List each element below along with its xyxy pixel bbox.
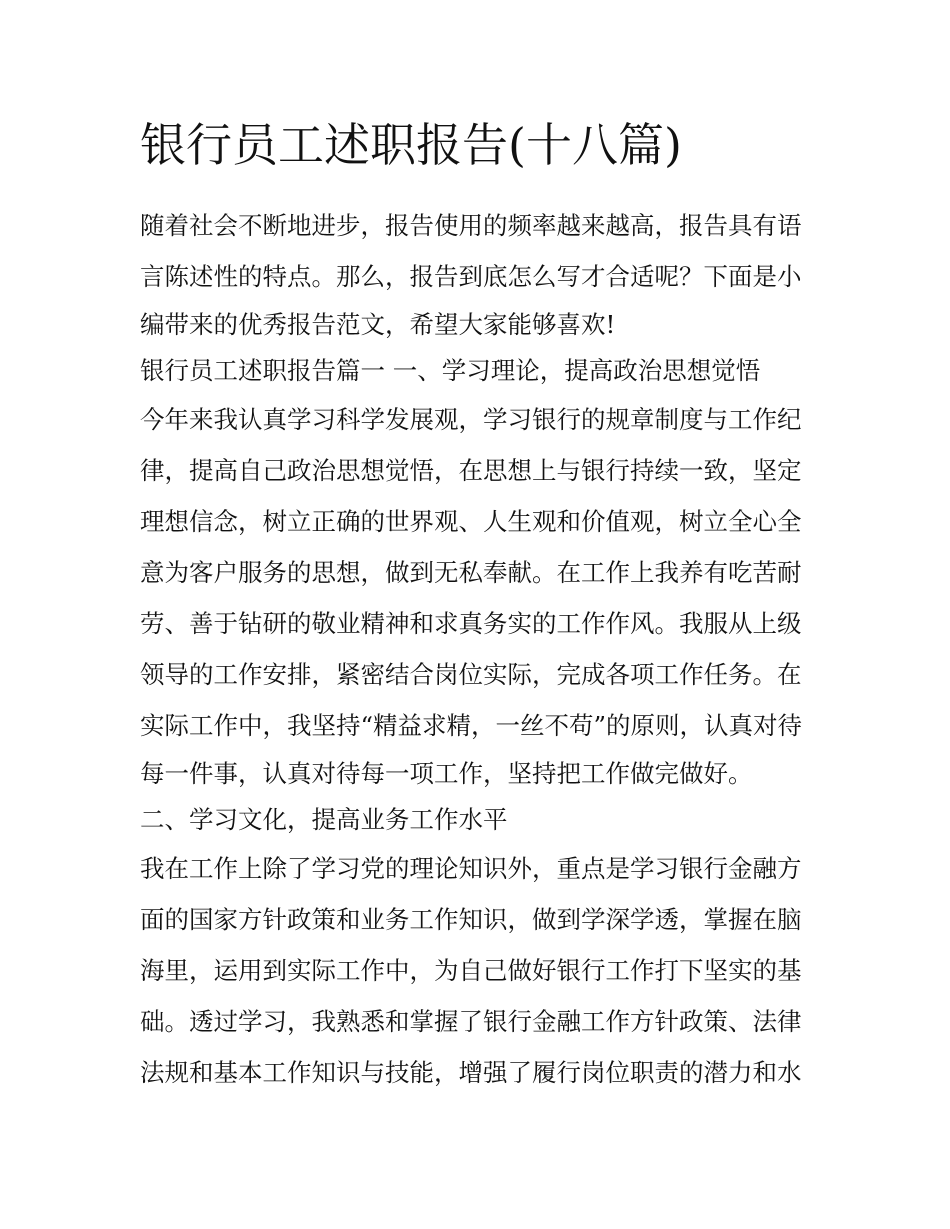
text-line: 海里，运用到实际工作中，为自己做好银行工作打下坚实的基 bbox=[140, 956, 802, 985]
text-line: 我在工作上除了学习党的理论知识外，重点是学习银行金融方 bbox=[140, 854, 802, 883]
text-line: 每一件事，认真对待每一项工作，坚持把工作做完做好。 bbox=[140, 759, 753, 788]
text-line: 实际工作中，我坚持“精益求精，一丝不苟”的原则，认真对待 bbox=[140, 711, 803, 740]
text-line: 面的国家方针政策和业务工作知识，做到学深学透，掌握在脑 bbox=[140, 905, 802, 934]
text-line: 言陈述性的特点。那么，报告到底怎么写才合适呢？下面是小 bbox=[140, 262, 802, 291]
text-line: 今年来我认真学习科学发展观，学习银行的规章制度与工作纪 bbox=[140, 405, 802, 434]
text-line: 劳、善于钻研的敬业精神和求真务实的工作作风。我服从上级 bbox=[140, 609, 802, 638]
text-line: 理想信念，树立正确的世界观、人生观和价值观，树立全心全 bbox=[140, 507, 802, 536]
text-line: 随着社会不断地进步，报告使用的频率越来越高，报告具有语 bbox=[140, 211, 802, 240]
text-line: 础。透过学习，我熟悉和掌握了银行金融工作方针政策、法律 bbox=[140, 1007, 802, 1036]
document-title: 银行员工述职报告(十八篇) bbox=[140, 118, 682, 172]
text-line: 法规和基本工作知识与技能，增强了履行岗位职责的潜力和水 bbox=[140, 1058, 802, 1087]
section-heading: 银行员工述职报告篇一 一、学习理论，提高政治思想觉悟 bbox=[140, 356, 761, 385]
text-line: 编带来的优秀报告范文，希望大家能够喜欢! bbox=[140, 310, 616, 339]
text-line: 意为客户服务的思想，做到无私奉献。在工作上我养有吃苦耐 bbox=[140, 558, 802, 587]
section-heading: 二、学习文化，提高业务工作水平 bbox=[140, 805, 508, 834]
text-line: 律，提高自己政治思想觉悟，在思想上与银行持续一致，坚定 bbox=[140, 456, 802, 485]
text-line: 领导的工作安排，紧密结合岗位实际，完成各项工作任务。在 bbox=[140, 660, 802, 689]
document-body bbox=[140, 200, 820, 1098]
